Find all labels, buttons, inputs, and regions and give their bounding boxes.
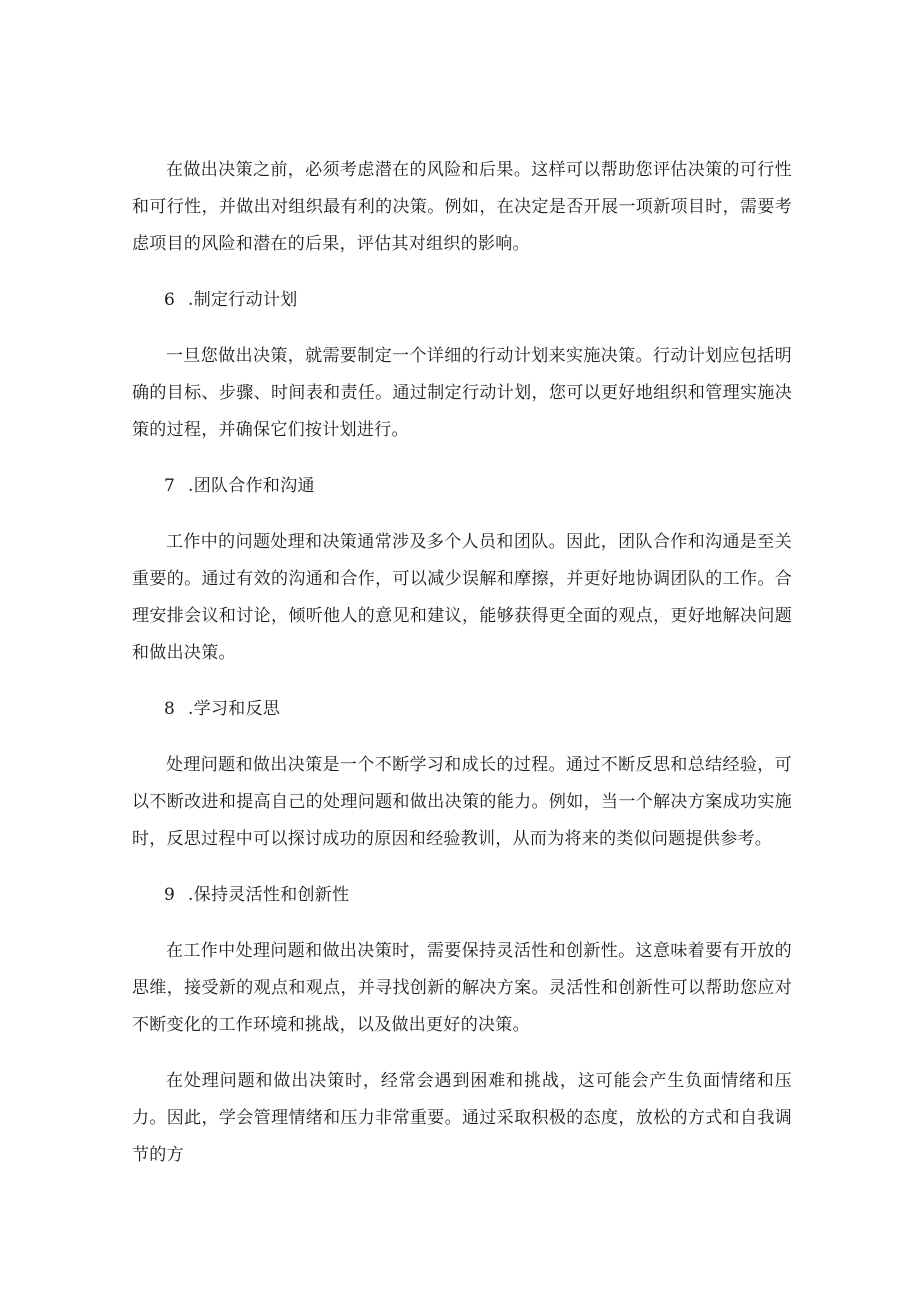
paragraph-risk-assessment: 在做出决策之前，必须考虑潜在的风险和后果。这样可以帮助您评估决策的可行性和可行性，并做出对组织最有利的决策。例如，在决定是否开展一项新项目时，需要考虑项目的风险和潜在的后果，评估其对组织的影响。 <box>132 160 792 254</box>
heading-number: 8 <box>164 699 176 719</box>
paragraph-learning: 处理问题和做出决策是一个不断学习和成长的过程。通过不断反思和总结经验，可以不断改进和提高自己的处理问题和做出决策的能力。例如，当一个解决方案成功实施时，反思过程中可以探讨成功的原因和经验教训，从而为将来的类似问题提供参考。 <box>132 755 792 849</box>
paragraph-emotion-management: 在处理问题和做出决策时，经常会遇到困难和挑战，这可能会产生负面情绪和压力。因此，学会管理情绪和压力非常重要。通过采取积极的态度，放松的方式和自我调节的方 <box>132 1071 792 1165</box>
heading-text: .学习和反思 <box>188 699 281 719</box>
heading-text: .制定行动计划 <box>188 290 298 310</box>
heading-text: .团队合作和沟通 <box>188 476 315 496</box>
document-page <box>132 152 792 1193</box>
paragraph-action-plan: 一旦您做出决策，就需要制定一个详细的行动计划来实施决策。行动计划应包括明确的目标、步骤、时间表和责任。通过制定行动计划，您可以更好地组织和管理实施决策的过程，并确保它们按计划进行。 <box>132 346 792 440</box>
heading-text: .保持灵活性和创新性 <box>188 885 350 905</box>
heading-flexibility <box>132 877 792 914</box>
heading-number: 7 <box>164 476 176 496</box>
paragraph-flexibility: 在工作中处理问题和做出决策时，需要保持灵活性和创新性。这意味着要有开放的思维，接受新的观点和观点，并寻找创新的解决方案。灵活性和创新性可以帮助您应对不断变化的工作环境和挑战，以及做出更好的决策。 <box>132 941 792 1035</box>
heading-learning <box>132 691 792 728</box>
heading-action-plan <box>132 282 792 319</box>
heading-number: 9 <box>164 885 176 905</box>
heading-teamwork <box>132 468 792 505</box>
paragraph-teamwork: 工作中的问题处理和决策通常涉及多个人员和团队。因此，团队合作和沟通是至关重要的。通过有效的沟通和合作，可以减少误解和摩擦，并更好地协调团队的工作。合理安排会议和讨论，倾听他人的意见和建议，能够获得更全面的观点，更好地解决问题和做出决策。 <box>132 532 792 663</box>
heading-number: 6 <box>164 290 176 310</box>
